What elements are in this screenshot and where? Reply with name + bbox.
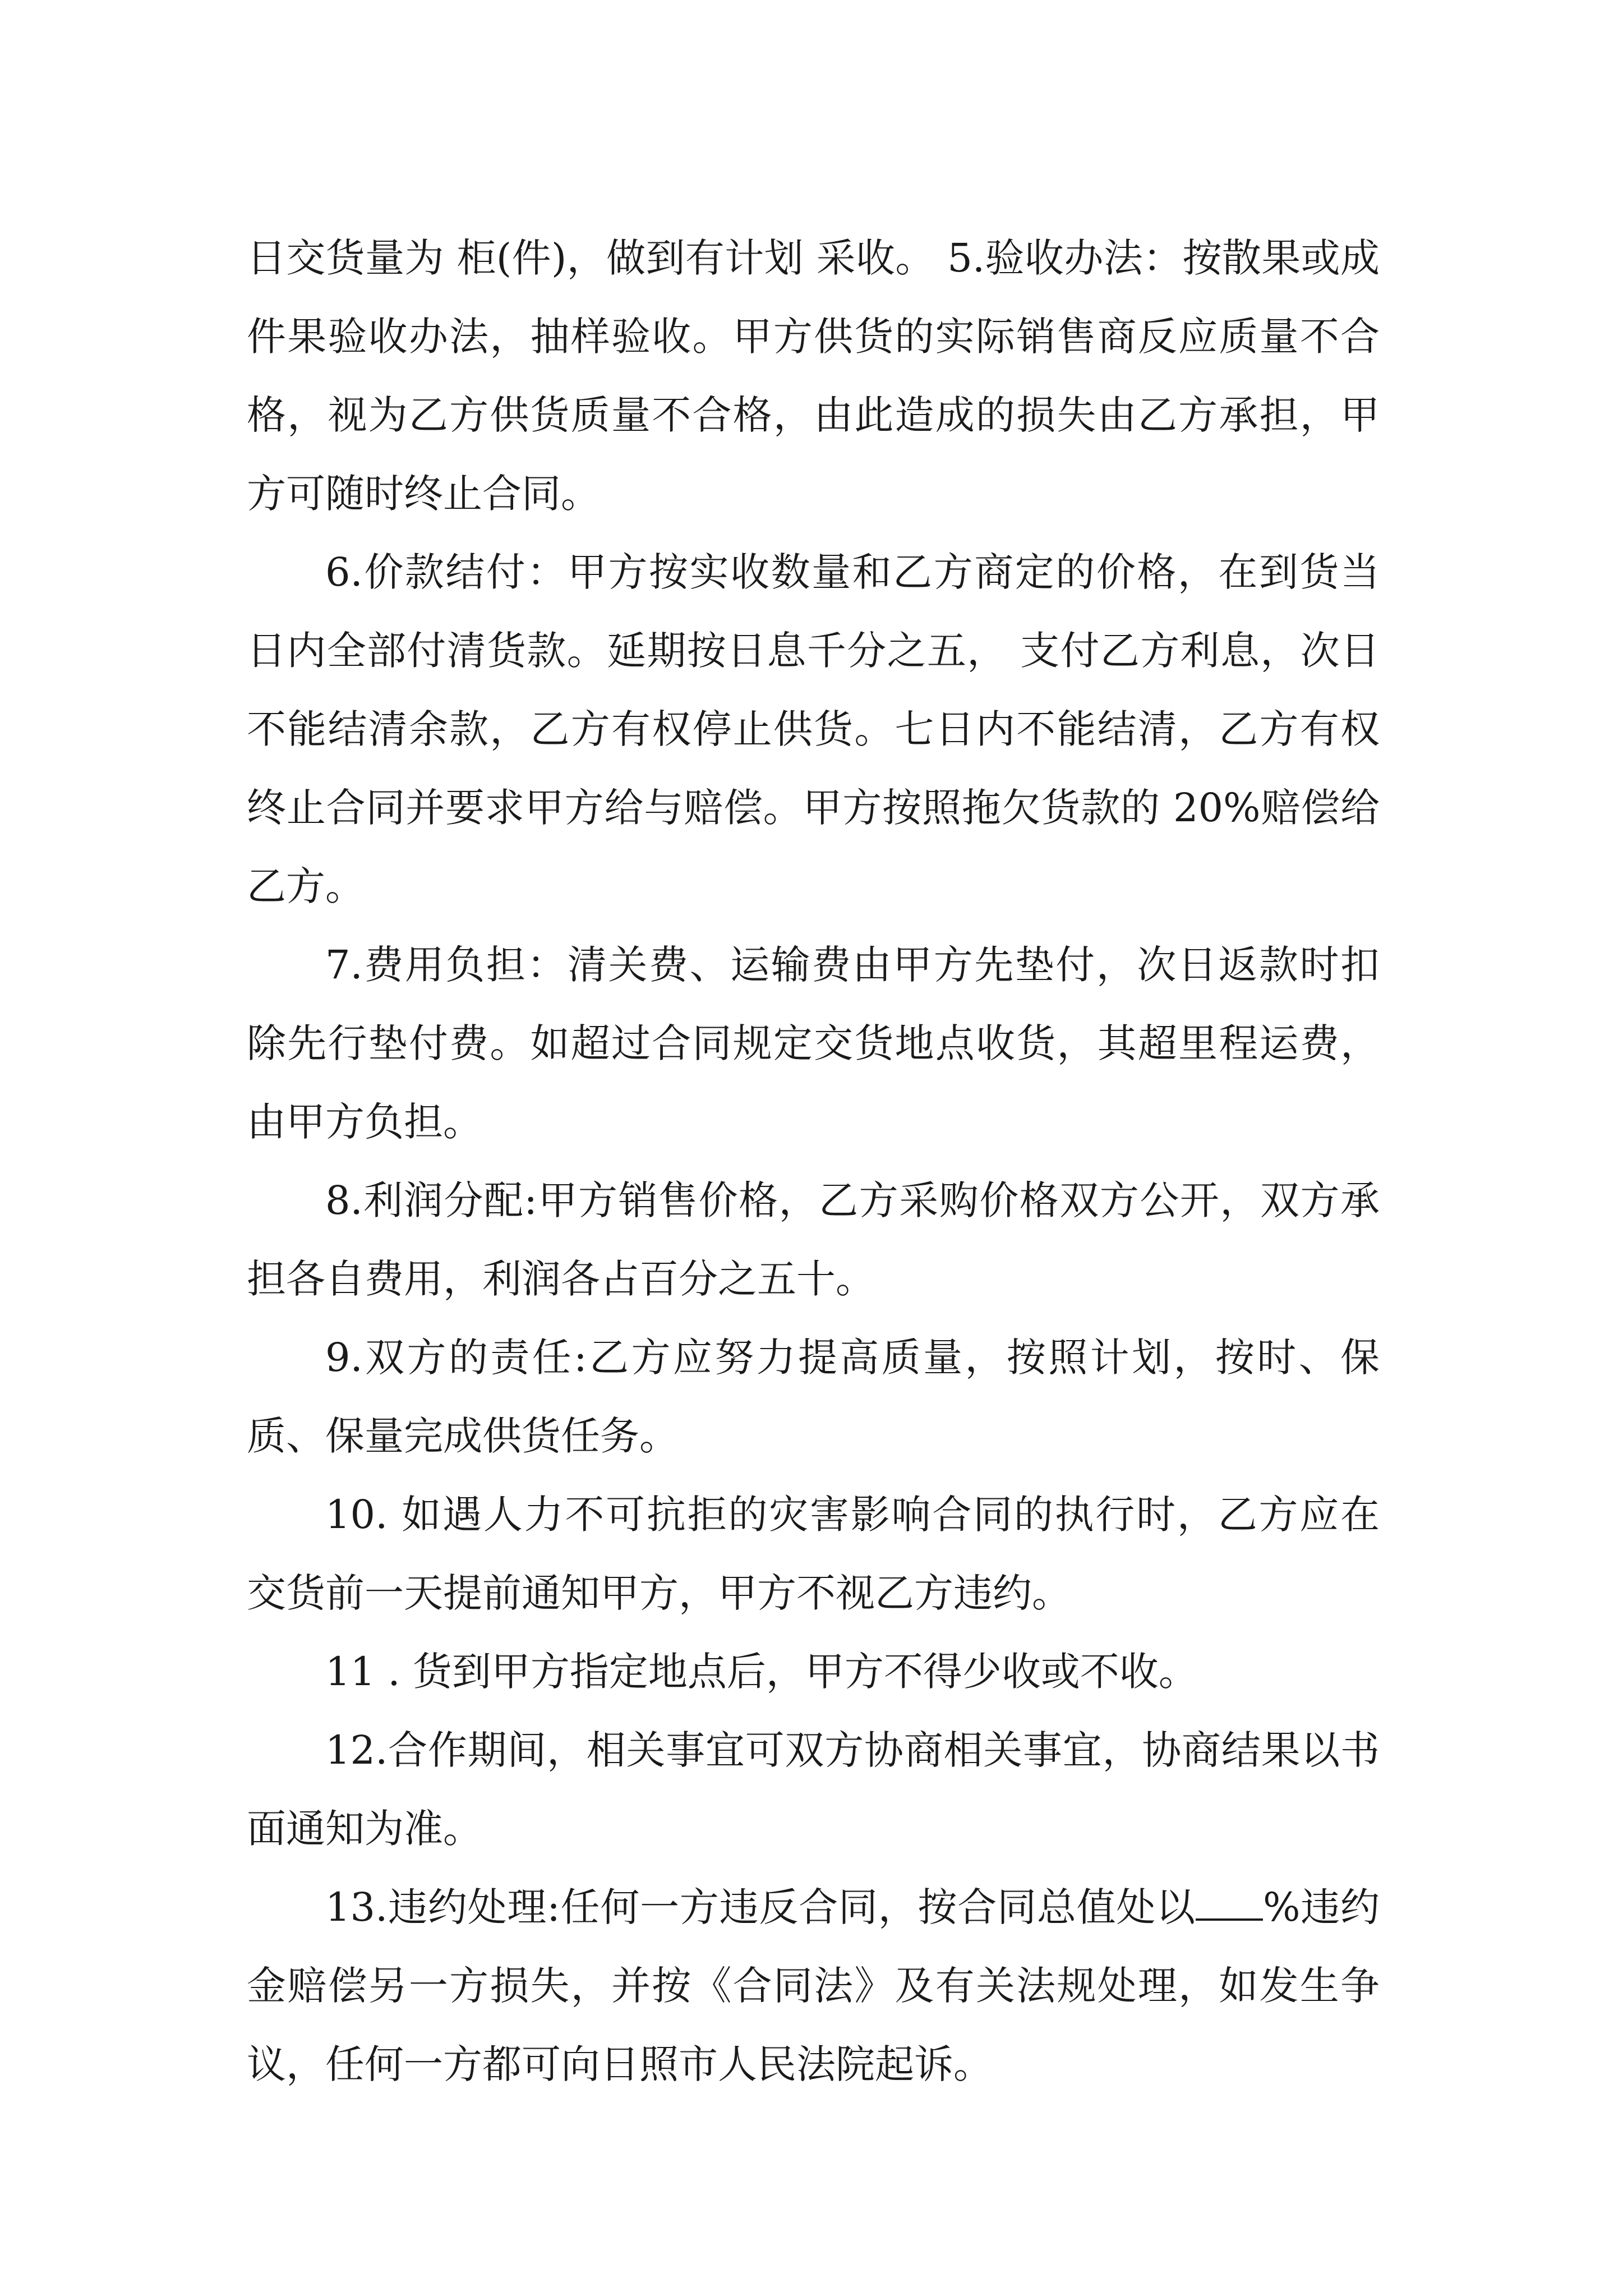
paragraph-item-10: 10. 如遇人力不可抗拒的灾害影响合同的执行时，乙方应在交货前一天提前通知甲方，甲方不视乙方违约。: [247, 1492, 1380, 1616]
paragraph-item-12: 12.合作期间，相关事宜可双方协商相关事宜，协商结果以书面通知为准。: [247, 1727, 1380, 1852]
paragraph-item-5: 日交货量为 柜(件)，做到有计划 采收。 5.验收办法：按散果或成件果验收办法，抽样验收。甲方供货的实际销售商反应质量不合格，视为乙方供货质量不合格，由此造成的损失由乙方承担，甲方可随时终止合同。: [247, 235, 1380, 517]
paragraph-item-13: [247, 1868, 1380, 2104]
paragraph-item-7: 7.费用负担：清关费、运输费由甲方先垫付，次日返款时扣除先行垫付费。如超过合同规定交货地点收货，其超里程运费，由甲方负担。: [247, 942, 1380, 1145]
paragraph-item-8: 8.利润分配:甲方销售价格，乙方采购价格双方公开，双方承担各自费用，利润各占百分之五十。: [247, 1177, 1380, 1302]
paragraph-item-9: 9.双方的责任:乙方应努力提高质量，按照计划，按时、保质、保量完成供货任务。: [247, 1335, 1380, 1459]
paragraph-item-11: 11 . 货到甲方指定地点后，甲方不得少收或不收。: [325, 1649, 1198, 1695]
document-body: [247, 219, 1380, 2104]
fill-in-blank: [1196, 1879, 1263, 1921]
paragraph-13-after-blank: %违约金赔偿另一方损失，并按《合同法》及有关法规处理，如发生争议，任何一方都可向日照市人民法院起诉。: [247, 1884, 1380, 2087]
paragraph-item-6: 6.价款结付：甲方按实收数量和乙方商定的价格，在到货当日内全部付清货款。延期按日息千分之五， 支付乙方利息，次日不能结清余款，乙方有权停止供货。七日内不能结清，乙方有权终止合同并要求甲方给与赔偿。甲方按照拖欠货款的 20%赔偿给乙方。: [247, 549, 1380, 909]
paragraph-13-before-blank: 13.违约处理:任何一方违反合同，按合同总值处以: [325, 1884, 1196, 1930]
